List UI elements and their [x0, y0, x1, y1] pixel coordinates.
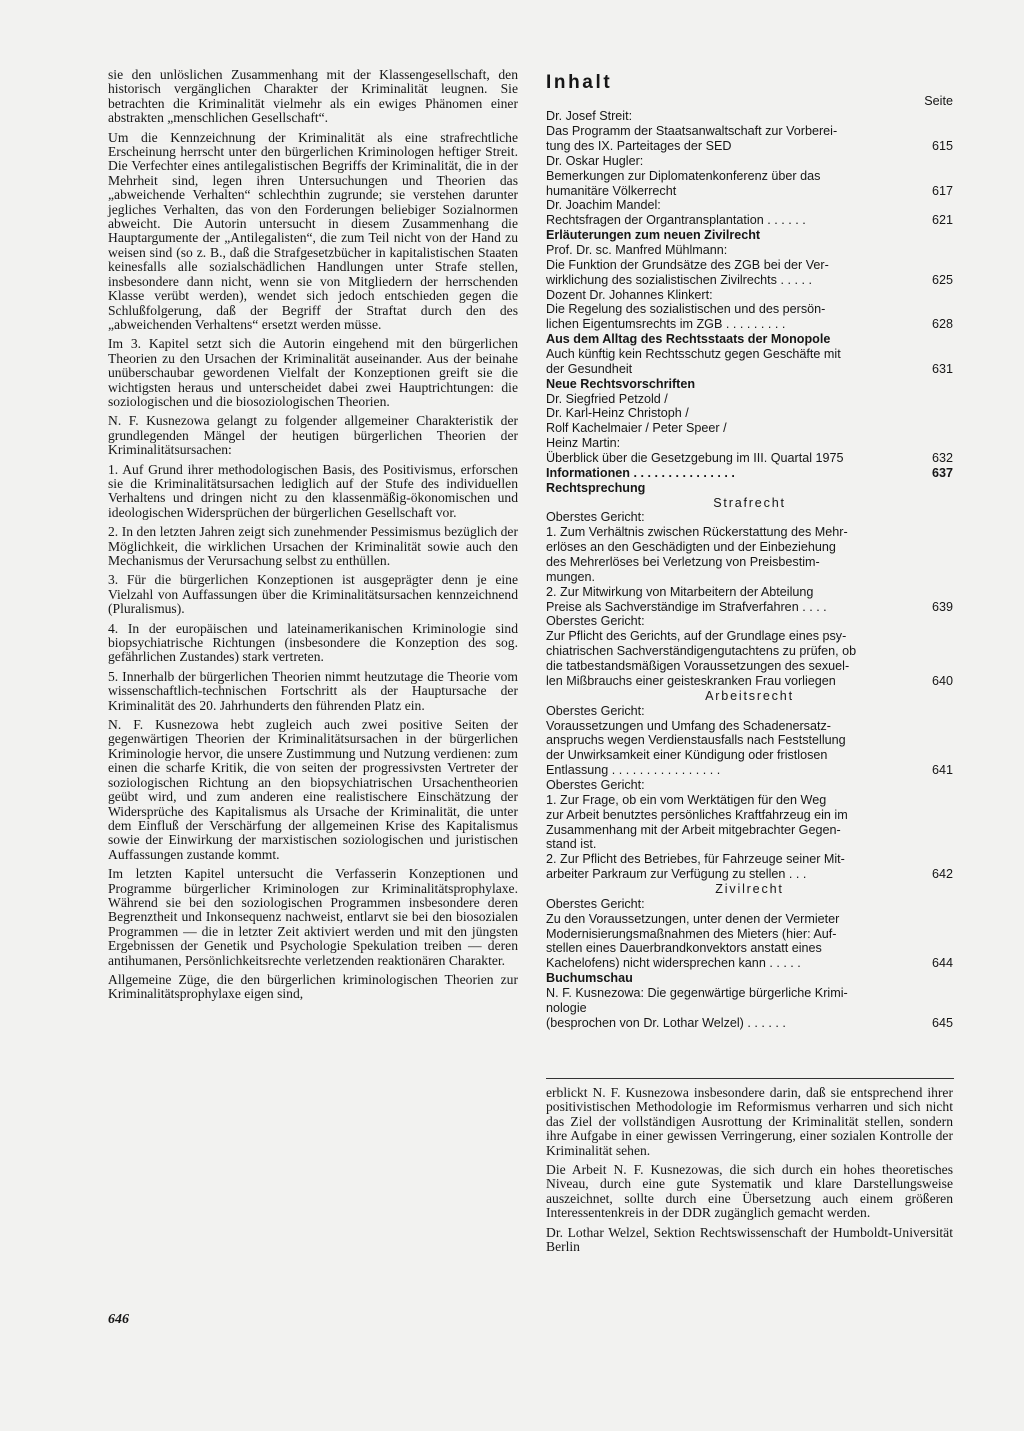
toc-entry-page: 641 — [931, 763, 953, 778]
toc-line: Auch künftig kein Rechtsschutz gegen Geschäfte mit — [546, 347, 841, 362]
page-number: 646 — [108, 1312, 129, 1327]
toc-entry-text: len Mißbrauchs einer geisteskranken Frau vorliegen — [546, 673, 836, 688]
toc-line: 1. Zum Verhältnis zwischen Rückerstattung des Mehr- — [546, 525, 848, 540]
left-paragraph: 2. In den letzten Jahren zeigt sich zunehmender Pessimismus bezüglich der Möglichkeit, die wirklichen Ursachen der Kriminalität sowie auch den Mechanismus der Verursachung selbst zu enthüllen. — [108, 524, 518, 568]
toc-entries — [546, 109, 953, 1030]
toc-entry-page: 639 — [931, 599, 953, 614]
toc-entry-page: 621 — [931, 213, 953, 228]
toc-line: Oberstes Gericht: — [546, 777, 645, 792]
toc-line: 2. Zur Pflicht des Betriebes, für Fahrzeuge seiner Mit- — [546, 852, 845, 867]
toc-entry-text: der Gesundheit — [546, 361, 633, 376]
right-paragraph: Die Arbeit N. F. Kusnezowas, die sich durch ein hohes theoretisches Niveau, durch eine gute Systematik und klare Darstellungsweise auszeichnet, sollte durch eine Übersetzung auch einem größeren Interessentenkreis in der DDR zugänglich gemacht werden. — [546, 1162, 953, 1221]
toc-entry-text: Überblick über die Gesetzgebung im III. Quartal 1975 — [546, 451, 844, 466]
right-paragraph: Dr. Lothar Welzel, Sektion Rechtswissenschaft der Humboldt-Universität Berlin — [546, 1224, 953, 1255]
toc-line: 1. Zur Frage, ob ein vom Werktätigen für den Weg — [546, 792, 827, 807]
toc-line: Die Regelung des sozialistischen und des persön- — [546, 302, 826, 317]
toc-entry-page: 615 — [931, 138, 953, 153]
toc-entry-text: Informationen . . . . . . . . . . . . . . . — [546, 465, 735, 480]
toc-entry — [546, 600, 953, 615]
toc-author: Dr. Josef Streit: — [546, 109, 633, 124]
toc-subsection-heading: Arbeitsrecht — [705, 688, 794, 703]
left-paragraph: N. F. Kusnezowa gelangt zu folgender allgemeiner Charakteristik der grundlegenden Mängel der heutigen bürgerlichen Theorien der Kriminalitätsursachen: — [108, 413, 518, 458]
toc-section-heading: Neue Rechtsvorschriften — [546, 376, 696, 391]
toc-line: Oberstes Gericht: — [546, 896, 645, 911]
toc-entry-text: tung des IX. Parteitages der SED — [546, 138, 732, 153]
toc-author: Dozent Dr. Johannes Klinkert: — [546, 287, 713, 302]
toc-line: Oberstes Gericht: — [546, 614, 645, 629]
toc-subsection-heading: Zivilrecht — [715, 881, 784, 896]
toc-line: N. F. Kusnezowa: Die gegenwärtige bürgerliche Krimi- — [546, 985, 848, 1000]
toc-line: Zusammenhang mit der Arbeit mitgebrachter Gegen- — [546, 822, 841, 837]
toc-entry-text: (besprochen von Dr. Lothar Welzel) . . . . . . — [546, 1015, 786, 1030]
toc-entry-page: 640 — [931, 673, 953, 688]
left-paragraph: N. F. Kusnezowa hebt zugleich auch zwei positive Seiten der gegenwärtigen Theorien der Kriminalitätsursachen in der bürgerlichen Kriminologie hervor, die unsere Zustimmung und Nutzung verdienen: zum einen die scharfe Kritik, die von seiten der progressivsten Vertreter der soziologischen Richtung an den biopsychiatrischen Ursachentheorien geübt wird, und zum anderen eine realistischere Einschätzung der Widersprüche des Kapitalismus als Ursache der Kriminalität, die unter dem Einfluß der Verschärfung der allgemeinen Krise des Kapitalismus sowie der Einwirkung der marxistischen soziologischen und juristischen Auffassungen zustande kommt. — [108, 717, 518, 862]
toc-section-heading: Buchumschau — [546, 971, 633, 986]
toc-title: Inhalt — [546, 72, 613, 93]
toc-line: der Unwirksamkeit einer Kündigung oder fristlosen — [546, 748, 828, 763]
toc-entry-text: arbeiter Parkraum zur Verfügung zu stellen . . . — [546, 867, 807, 882]
toc-line: Die Funktion der Grundsätze des ZGB bei der Ver- — [546, 257, 829, 272]
toc-entry-text: Entlassung . . . . . . . . . . . . . . . . — [546, 763, 721, 778]
toc-line: Oberstes Gericht: — [546, 510, 645, 525]
right-column-text — [546, 1086, 953, 1259]
toc-entry-page: 628 — [931, 317, 953, 332]
toc-entry-text: humanitäre Völkerrecht — [546, 183, 677, 198]
toc-subsection-heading: Strafrecht — [713, 495, 786, 510]
toc-entry — [546, 1016, 953, 1031]
toc-author: Dr. Oskar Hugler: — [546, 153, 644, 168]
toc-entry — [546, 273, 953, 288]
toc-entry-text: Kachelofens) nicht widersprechen kann . . . . . — [546, 956, 801, 971]
toc-entry — [546, 466, 953, 481]
table-of-contents — [546, 72, 953, 1031]
toc-entry — [546, 763, 953, 778]
left-paragraph: Allgemeine Züge, die den bürgerlichen kriminologischen Theorien zur Kriminalitätsprophylaxe eigen sind, — [108, 971, 518, 1002]
toc-entry-page: 644 — [931, 956, 953, 971]
toc-line: die tatbestandsmäßigen Voraussetzungen des sexuel- — [546, 659, 850, 674]
toc-entry — [546, 451, 953, 466]
toc-line: Oberstes Gericht: — [546, 703, 645, 718]
toc-line: mungen. — [546, 569, 596, 584]
toc-line: anspruchs wegen Verdienstausfalls nach Feststellung — [546, 733, 846, 748]
toc-line: stellen eines Dauerbrandkonvektors anstatt eines — [546, 941, 822, 956]
toc-line: 2. Zur Mitwirkung von Mitarbeitern der Abteilung — [546, 584, 814, 599]
toc-section-heading: Rechtsprechung — [546, 480, 646, 495]
toc-entry-page: 645 — [931, 1015, 953, 1030]
toc-author: Rolf Kachelmaier / Peter Speer / — [546, 421, 727, 436]
toc-entry-page: 617 — [931, 183, 953, 198]
toc-entry-text: lichen Eigentumsrechts im ZGB . . . . . . . . . — [546, 317, 786, 332]
toc-line: Zur Pflicht des Gerichts, auf der Grundlage eines psy- — [546, 629, 847, 644]
right-paragraph: erblickt N. F. Kusnezowa insbesondere darin, daß sie entsprechend ihrer positivistischen Methodologie im Reformismus verharren und sich nicht das Ziel der vollständigen Ausrottung der Kriminalität stellen, sondern ihre Aufgabe in einer gewissen Verringerung, einer sozialen Kontrolle der Kriminalität sehen. — [546, 1085, 953, 1158]
toc-entry — [546, 674, 953, 689]
left-column — [108, 68, 518, 1007]
toc-entry — [546, 956, 953, 971]
toc-line: nologie — [546, 1000, 587, 1015]
left-paragraph: Im letzten Kapitel untersucht die Verfasserin Konzeptionen und Programme bürgerlicher Kriminologen zur Kriminalitätsprophylaxe. Während sie bei den soziologischen Programmen insbesondere deren Begrenztheit und Inkonsequenz nachweist, entlarvt sie bei den biosozialen Programmen — die in letzter Zeit aktiviert werden und mit den jüngsten Ergebnissen der Genetik und Psychologie Spekulation treiben — deren antihumanen, Persönlichkeitsrechte verletzenden reaktionären Charakter. — [108, 866, 518, 968]
toc-author: Prof. Dr. sc. Manfred Mühlmann: — [546, 243, 728, 257]
toc-author: Dr. Joachim Mandel: — [546, 198, 661, 213]
toc-author: Dr. Siegfried Petzold / — [546, 391, 668, 406]
toc-entry-page: 642 — [931, 867, 953, 882]
toc-line: erlöses an den Geschädigten und der Einbeziehung — [546, 540, 836, 555]
toc-entry — [546, 184, 953, 199]
toc-seite-label: Seite — [924, 94, 953, 109]
toc-entry-page: 631 — [931, 361, 953, 376]
left-paragraph: 3. Für die bürgerlichen Konzeptionen ist ausgeprägter denn je eine Vielzahl von Auffassungen über die Kriminalitätsursachen kennzeichnend (Pluralismus). — [108, 572, 518, 617]
toc-entry — [546, 213, 953, 228]
toc-entry — [546, 362, 953, 377]
toc-entry-page: 632 — [931, 451, 953, 466]
toc-author: Heinz Martin: — [546, 436, 621, 451]
left-paragraph: Im 3. Kapitel setzt sich die Autorin eingehend mit den bürgerlichen Theorien zu den Ursachen der Kriminalität auseinander. Aus der beinahe unüberschaubar gewordenen Vielfalt der Konzeptionen greift sie die wichtigsten heraus und unterscheidet dabei zwei Hauptrichtungen: die soziologischen und die biosoziologischen Theorien. — [108, 336, 518, 409]
toc-section-heading: Erläuterungen zum neuen Zivilrecht — [546, 228, 761, 243]
toc-author: Dr. Karl-Heinz Christoph / — [546, 406, 689, 421]
toc-entry-text: wirklichung des sozialistischen Zivilrechts . . . . . — [546, 272, 812, 287]
column-divider — [546, 1078, 954, 1079]
toc-line: chiatrischen Sachverständigengutachtens zu prüfen, ob — [546, 644, 857, 659]
toc-entry — [546, 317, 953, 332]
toc-entry — [546, 139, 953, 154]
left-paragraph: Um die Kennzeichnung der Kriminalität als eine strafrechtliche Erscheinung herrscht unter den bürgerlichen Kriminologen heftiger Streit. Die Verfechter eines antilegalistischen Begriffs der Kriminalität, die in der Mehrheit sind, legen ihren Untersuchungen und Theorien das „abweichende Verhalten“ schlechthin zugrunde; sie verstehen darunter jegliches Verhalten, das von den Forderungen beliebiger Sozialnormen abweicht. Die Autorin untersucht in diesem Zusammenhang die Hauptargumente der „Antilegalisten“, die zum Teil nicht von der Hand zu weisen sind (so z. B., daß die Strafgesetzbücher in kapitalistischen Staaten keinesfalls alle sozialschädlichen Handlungen unter Strafe stellen, insbesondere dann nicht, wenn sie von Mitgliedern der herrschenden Klasse verübt werden), wendet sich jedoch entschieden gegen die Schlußfolgerung, daß der Begriff der Straftat durch den des „abweichenden Verhaltens“ ersetzt werden müsse. — [108, 129, 518, 332]
toc-line: Bemerkungen zur Diplomatenkonferenz über das — [546, 168, 821, 183]
toc-line: des Mehrerlöses bei Verletzung von Preisbestim- — [546, 555, 820, 570]
toc-entry-page: 625 — [931, 272, 953, 287]
left-paragraph: 4. In der europäischen und lateinamerikanischen Kriminologie sind biopsychiatrische Richtungen (insbesondere die Konzeption des sog. gefährlichen Zustandes) stark vertreten. — [108, 620, 518, 665]
left-paragraph: 1. Auf Grund ihrer methodologischen Basis, des Positivismus, erforschen sie die Kriminalitätsursachen lediglich auf der Stufe des individuellen Verhaltens und dringen nicht zu den klassenmäßig-ökonomischen und ideologischen Widersprüchen der bürgerlichen Gesellschaft vor. — [108, 461, 518, 520]
toc-entry-text: Rechtsfragen der Organtransplantation . . . . . . — [546, 213, 806, 228]
toc-line: Modernisierungsmaßnahmen des Mieters (hier: Auf- — [546, 926, 837, 941]
toc-entry-page: 637 — [931, 465, 953, 480]
toc-line: Voraussetzungen und Umfang des Schadenersatz- — [546, 718, 831, 733]
left-paragraph: sie den unlöslichen Zusammenhang mit der Klassengesellschaft, den historisch vergänglichen Charakter der Kriminalität leugnen. Sie betrachten die Kriminalität vielmehr als ein ewiges Phänomen einer abstrakten „menschlichen Gesellschaft“. — [108, 67, 518, 126]
toc-section-heading: Aus dem Alltag des Rechtsstaats der Monopole — [546, 332, 831, 347]
toc-line: stand ist. — [546, 837, 597, 852]
toc-entry-text: Preise als Sachverständige im Strafverfahren . . . . — [546, 599, 827, 614]
left-paragraph: 5. Innerhalb der bürgerlichen Theorien nimmt heutzutage die Theorie vom wissenschaftlich-technischen Fortschritt als der Hauptursache der Kriminalität des 20. Jahrhunderts den führenden Platz ein. — [108, 668, 518, 713]
toc-line: Das Programm der Staatsanwaltschaft zur Vorberei- — [546, 124, 838, 139]
toc-entry — [546, 867, 953, 882]
toc-line: Zu den Voraussetzungen, unter denen der Vermieter — [546, 911, 840, 926]
toc-line: zur Arbeit benutztes persönliches Kraftfahrzeug ein im — [546, 807, 848, 822]
